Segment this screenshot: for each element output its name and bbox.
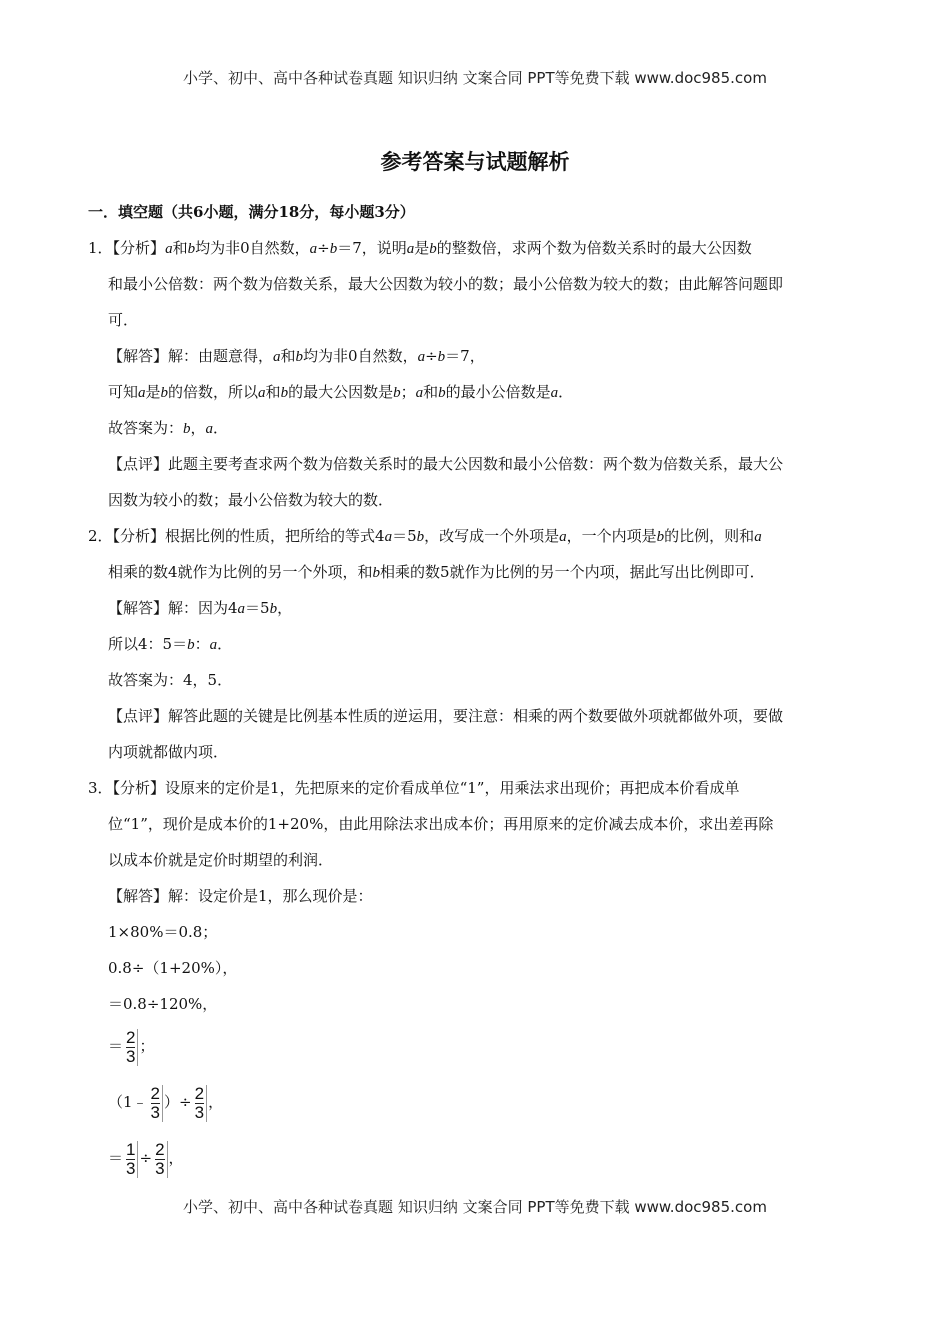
q3-line-7: ＝0.8÷120%， (108, 995, 218, 1013)
q2-number: 2． (88, 527, 113, 545)
q1-line-6: 故答案为：b，a． (108, 419, 229, 437)
q1-line-8: 因数为较小的数；最小公倍数为较大的数． (108, 491, 394, 509)
q2-line-3: 【解答】解：因为4a＝5b， (108, 599, 293, 617)
q2-line-5: 故答案为：4，5． (108, 671, 233, 689)
q3-line-1: 3．【分析】设原来的定价是1，先把原来的定价看成单位“1”，用乘法求出现价；再把成本价看成单 (88, 779, 740, 797)
q1-line-4: 【解答】解：由题意得，a和b均为非0自然数，a÷b＝7， (108, 347, 485, 365)
q3-line-6: 0.8÷（1+20%）， (108, 959, 238, 977)
q1-line-2: 和最小公倍数：两个数为倍数关系，最大公因数为较小的数；最小公倍数为较大的数；由此解答问题即 (108, 275, 784, 293)
q3-line-5: 1×80%＝0.8； (108, 923, 218, 941)
q3-line-3: 以成本价就是定价时期望的利润． (108, 851, 334, 869)
q2-line-2: 相乘的数4就作为比例的另一个外项，和b相乘的数5就作为比例的另一个内项，据此写出比例即可． (108, 563, 765, 581)
fraction: $\frac{1}{3}$ (124, 1141, 138, 1178)
fraction: $\frac{2}{3}$ (153, 1141, 167, 1178)
fraction: $\frac{2}{3}$ (149, 1085, 163, 1122)
fraction: $\frac{2}{3}$ (124, 1029, 138, 1066)
q1-line-1: 1．【分析】a和b均为非0自然数，a÷b＝7，说明a是b的整数倍，求两个数为倍数关系时的最大公因数 (88, 239, 752, 257)
page-footer: 小学、初中、高中各种试卷真题 知识归纳 文案合同 PPT等免费下载 www.doc985.com (183, 1198, 767, 1216)
fraction: $\frac{2}{3}$ (193, 1085, 207, 1122)
q3-fraction-line-2: （1﹣ $\frac{2}{3}$ ）÷ $\frac{2}{3}$ ， (108, 1083, 224, 1122)
page-header: 小学、初中、高中各种试卷真题 知识归纳 文案合同 PPT等免费下载 www.doc985.com (183, 69, 767, 87)
q2-line-7: 内项就都做内项． (108, 743, 229, 761)
q2-line-1: 2．【分析】根据比例的性质，把所给的等式4a＝5b，改写成一个外项是a，一个内项是b的比例，则和a (88, 527, 762, 545)
q3-number: 3． (88, 779, 113, 797)
q3-line-2: 位“1”，现价是成本价的1+20%，由此用除法求出成本价；再用原来的定价减去成本价，求出差再除 (108, 815, 774, 833)
q2-line-4: 所以4：5＝b：a． (108, 635, 233, 653)
q3-fraction-line-3: ＝ $\frac{1}{3}$ ÷ $\frac{2}{3}$ ， (108, 1139, 184, 1178)
q1-number: 1． (88, 239, 113, 257)
section-heading: 一．填空题（共6小题，满分18分，每小题3分） (88, 203, 415, 221)
q3-fraction-line-1: ＝ $\frac{2}{3}$ ； (108, 1027, 155, 1066)
q3-line-4: 【解答】解：设定价是1，那么现价是： (108, 887, 373, 905)
q1-line-3: 可． (108, 311, 139, 329)
page-title: 参考答案与试题解析 (380, 149, 570, 174)
q2-line-6: 【点评】解答此题的关键是比例基本性质的逆运用，要注意：相乘的两个数要做外项就都做外项，要做 (108, 707, 784, 725)
q1-line-5: 可知a是b的倍数，所以a和b的最大公因数是b；a和b的最小公倍数是a． (108, 383, 574, 401)
q1-line-7: 【点评】此题主要考查求两个数为倍数关系时的最大公因数和最小公倍数：两个数为倍数关系，最大公 (108, 455, 784, 473)
